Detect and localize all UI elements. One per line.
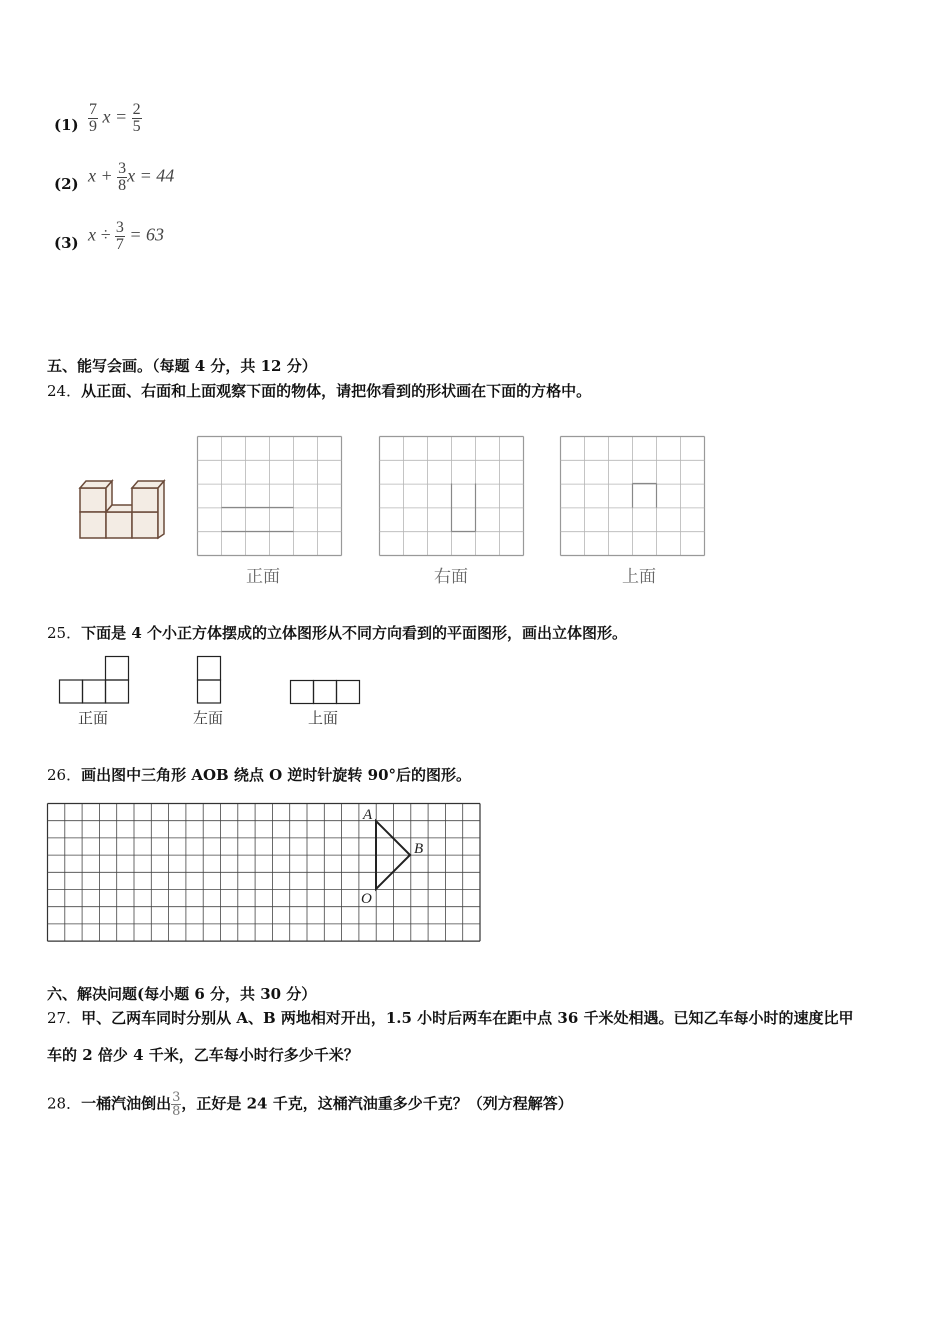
question-text-line1: 甲、乙两车同时分别从 A、B 两地相对开出，1.5 小时后两车在距中点 36 千米处相遇。已知乙车每小时的速度比甲	[81, 1009, 854, 1027]
equation-3	[54, 219, 165, 253]
point-b-label: B	[414, 841, 424, 857]
cube-face	[158, 481, 164, 538]
question-27-line2: 车的 2 倍少 4 千米，乙车每小时行多少千米？	[47, 1046, 359, 1064]
right-view-caption: 右面	[434, 567, 468, 587]
fraction: $\frac{3}{8}$	[118, 160, 127, 194]
front-view-grid[interactable]	[197, 436, 343, 556]
question-text-before: 一桶汽油倒出	[81, 1094, 172, 1113]
cube-face	[80, 512, 106, 538]
question-number: 26．	[47, 766, 82, 784]
question-text: 下面是 4 个小正方体摆成的立体图形从不同方向看到的平面图形，画出立体图形。	[81, 624, 627, 642]
point-a-label: A	[363, 807, 373, 823]
right-view-grid[interactable]	[379, 436, 525, 556]
equation-label: (3)	[54, 234, 79, 252]
question-number: 24．	[47, 382, 82, 400]
fraction: $\frac{7}{9}$	[89, 101, 97, 135]
section-6-title: 六、解决问题(每小题 6 分，共 30 分）	[47, 985, 317, 1003]
top-view-label: 上面	[308, 709, 339, 727]
equation-label: (1)	[54, 116, 79, 134]
question-28	[47, 1091, 573, 1118]
fraction: $\frac{2}{5}$	[132, 101, 141, 135]
equation-1	[54, 101, 141, 135]
question-26	[47, 764, 471, 785]
cube-face	[80, 488, 106, 512]
question-number: 27．	[47, 1009, 82, 1027]
cube-face	[132, 488, 158, 512]
rotation-grid[interactable]	[47, 803, 481, 943]
question-text-after: ，正好是 24 千克，这桶汽油重多少千克？（列方程解答）	[181, 1094, 573, 1113]
equation-2	[54, 160, 175, 194]
front-view-label: 正面	[78, 709, 109, 727]
front-view-shape	[59, 656, 131, 704]
question-25	[47, 622, 627, 643]
cube-face	[132, 512, 158, 538]
question-24	[47, 380, 591, 401]
left-view-label: 左面	[193, 709, 224, 727]
left-view-shape	[197, 656, 223, 704]
question-number: 28．	[47, 1094, 82, 1113]
cube-face	[106, 512, 132, 538]
front-view-caption: 正面	[246, 567, 280, 587]
top-view-grid[interactable]	[560, 436, 706, 556]
question-text: 从正面、右面和上面观察下面的物体，请把你看到的形状画在下面的方格中。	[81, 382, 592, 400]
question-27	[47, 1007, 854, 1028]
equation-label: (2)	[54, 175, 79, 193]
cube-object-figure	[76, 478, 172, 542]
fraction: $\frac{3}{8}$	[172, 1090, 181, 1119]
fraction: $\frac{3}{7}$	[115, 219, 124, 253]
equation-expression: x ÷ $\frac{3}{7}$ = 63	[88, 219, 165, 253]
point-o-label: O	[361, 891, 372, 907]
question-number: 25．	[47, 624, 82, 642]
question-text: 画出图中三角形 AOB 绕点 O 逆时针旋转 90°后的图形。	[81, 766, 472, 784]
section-5-title: 五、能写会画。（每题 4 分，共 12 分）	[47, 357, 317, 375]
top-view-caption: 上面	[622, 567, 656, 587]
top-view-shape	[290, 680, 362, 706]
equation-expression: $\frac{7}{9}$ x = $\frac{2}{5}$	[89, 101, 141, 135]
equation-expression: x + $\frac{3}{8}$ x = 44	[88, 160, 175, 194]
